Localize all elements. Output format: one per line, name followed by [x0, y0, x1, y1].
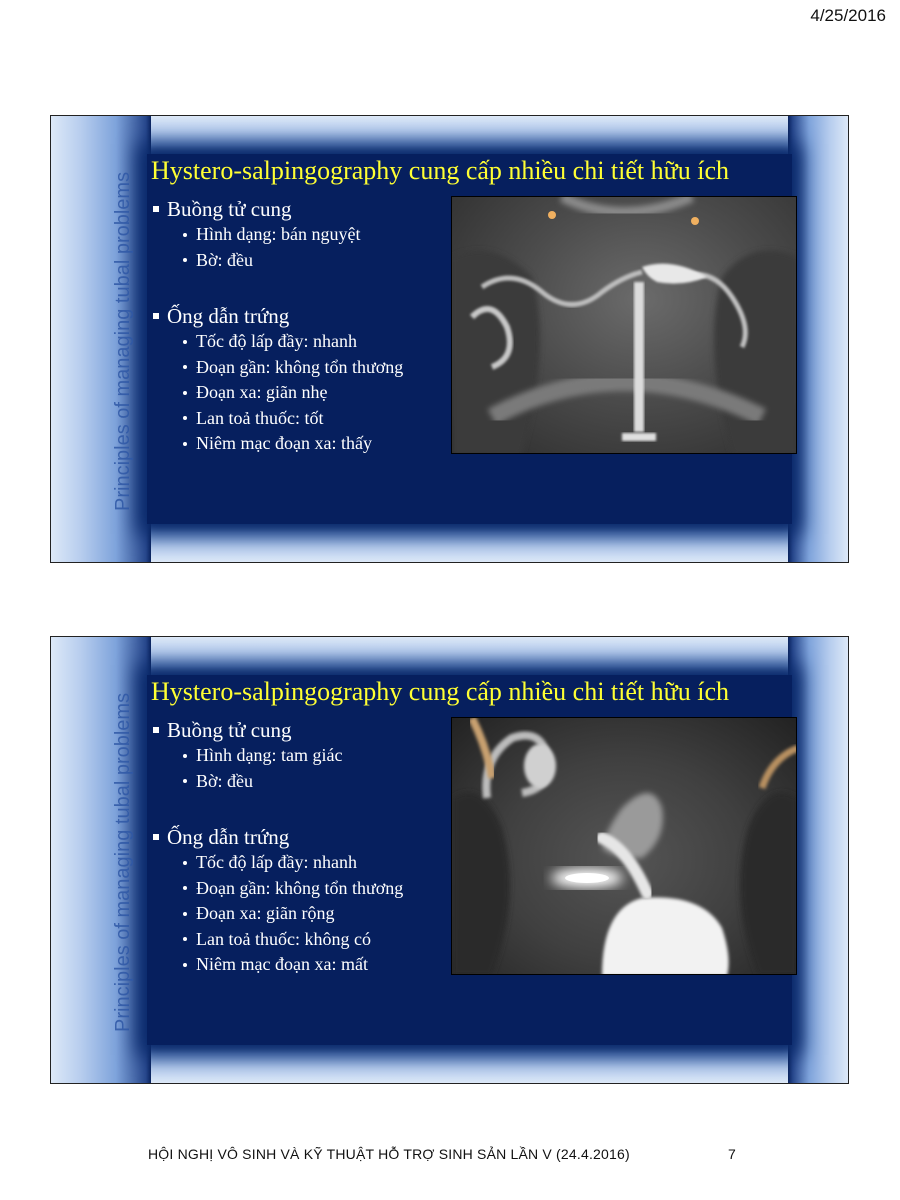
bullet-heading: [153, 824, 453, 850]
frame-bottom: [51, 1041, 848, 1083]
dot-bullet-icon: [183, 779, 187, 783]
square-bullet-icon: [153, 206, 159, 212]
hsg-xray-image: [451, 717, 797, 975]
page-date: 4/25/2016: [810, 6, 886, 25]
bullet-item-text: Tốc độ lấp đầy: nhanh: [196, 852, 357, 872]
bullet-list: [153, 717, 453, 978]
bullet-heading: [153, 196, 453, 222]
bullet-heading-text: Ống dẫn trứng: [167, 825, 290, 849]
slide-title: Hystero-salpingography cung cấp nhiều chi tiết hữu ích: [151, 156, 729, 185]
bullet-item-text: Hình dạng: bán nguyệt: [196, 224, 361, 244]
bullet-item-text: Đoạn gần: không tổn thương: [196, 356, 404, 377]
frame-right: [788, 637, 848, 1083]
bullet-item-text: Hình dạng: tam giác: [196, 745, 343, 765]
square-bullet-icon: [153, 727, 159, 733]
bullet-heading-text: Ống dẫn trứng: [167, 304, 290, 328]
bullet-item: [153, 222, 453, 248]
hsg-xray-image: [451, 196, 797, 454]
dot-bullet-icon: [183, 233, 187, 237]
bullet-list: [153, 196, 453, 457]
bullet-heading: [153, 303, 453, 329]
bullet-item-text: Tốc độ lấp đầy: nhanh: [196, 331, 357, 351]
page-number: 7: [728, 1146, 736, 1162]
bullet-item: [153, 380, 453, 406]
square-bullet-icon: [153, 834, 159, 840]
bullet-item: [153, 743, 453, 769]
dot-bullet-icon: [183, 340, 187, 344]
dot-bullet-icon: [183, 442, 187, 446]
dot-bullet-icon: [183, 937, 187, 941]
bullet-item: [153, 406, 453, 432]
bullet-item: [153, 355, 453, 381]
xray-illustration: [452, 718, 797, 975]
bullet-item: [153, 431, 453, 457]
bullet-item-text: Lan toả thuốc: tốt: [196, 407, 324, 428]
xray-illustration: [452, 197, 797, 454]
frame-top: [51, 637, 848, 679]
bullet-item: [153, 329, 453, 355]
bullet-item-text: Đoạn xa: giãn nhẹ: [196, 382, 328, 402]
bullet-item: [153, 876, 453, 902]
bullet-item: [153, 248, 453, 274]
frame-right: [788, 116, 848, 562]
bullet-item-text: Đoạn xa: giãn rộng: [196, 903, 335, 923]
dot-bullet-icon: [183, 391, 187, 395]
bullet-item: [153, 927, 453, 953]
slide-1: [50, 115, 849, 563]
slide-side-label: Principles of managing tubal problems: [112, 171, 134, 511]
bullet-item-text: Lan toả thuốc: không có: [196, 928, 371, 949]
bullet-item: [153, 769, 453, 795]
slide-title: Hystero-salpingography cung cấp nhiều chi tiết hữu ích: [151, 677, 729, 706]
bullet-item-text: Niêm mạc đoạn xa: mất: [196, 954, 368, 974]
bullet-heading: [153, 717, 453, 743]
slide-2: [50, 636, 849, 1084]
dot-bullet-icon: [183, 861, 187, 865]
bullet-item: [153, 901, 453, 927]
bullet-heading-text: Buồng tử cung: [167, 718, 292, 742]
dot-bullet-icon: [183, 912, 187, 916]
dot-bullet-icon: [183, 754, 187, 758]
square-bullet-icon: [153, 313, 159, 319]
bullet-item-text: Bờ: đều: [196, 770, 254, 791]
frame-bottom: [51, 520, 848, 562]
dot-bullet-icon: [183, 886, 187, 890]
bullet-item-text: Niêm mạc đoạn xa: thấy: [196, 433, 372, 453]
bullet-item: [153, 850, 453, 876]
dot-bullet-icon: [183, 963, 187, 967]
bullet-item-text: Bờ: đều: [196, 249, 254, 270]
slide-side-label: Principles of managing tubal problems: [112, 692, 134, 1032]
frame-top: [51, 116, 848, 158]
bullet-heading-text: Buồng tử cung: [167, 197, 292, 221]
dot-bullet-icon: [183, 258, 187, 262]
dot-bullet-icon: [183, 365, 187, 369]
bullet-item: [153, 952, 453, 978]
bullet-item-text: Đoạn gần: không tổn thương: [196, 877, 404, 898]
footer-conference: HỘI NGHỊ VÔ SINH VÀ KỸ THUẬT HỖ TRỢ SINH SẢN LẦN V (24.4.2016): [148, 1146, 630, 1162]
dot-bullet-icon: [183, 416, 187, 420]
